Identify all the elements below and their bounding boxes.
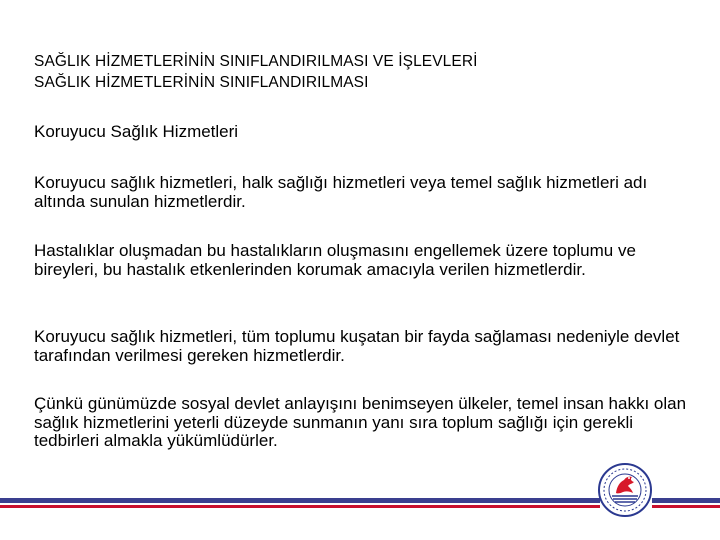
- paragraph-1: Koruyucu sağlık hizmetleri, halk sağlığı hizmetleri veya temel sağlık hizmetleri adı altında sunulan hizmetlerdir.: [34, 173, 648, 211]
- title-line-2: SAĞLIK HİZMETLERİNİN SINIFLANDIRILMASI: [34, 74, 369, 91]
- footer-rule-red: [0, 505, 600, 508]
- paragraph-3: Koruyucu sağlık hizmetleri, tüm toplumu kuşatan bir fayda sağlaması nedeniyle devlet tarafından verilmesi gereken hizmetlerdir.: [34, 327, 680, 365]
- paragraph-2: Hastalıklar oluşmadan bu hastalıkların oluşmasını engellemek üzere toplumu ve bireyleri, bu hastalık etkenlerinden korumak amacıyla verilen hizmetlerdir.: [34, 241, 636, 279]
- university-seal-icon: [596, 460, 654, 526]
- slide-title: [34, 51, 478, 93]
- title-line-1: SAĞLIK HİZMETLERİNİN SINIFLANDIRILMASI VE İŞLEVLERİ: [34, 53, 478, 70]
- paragraph-4: Çünkü günümüzde sosyal devlet anlayışını benimseyen ülkeler, temel insan hakkı olan sağlık hizmetlerini yeterli düzeyde sunmanın yanı sıra toplum sağlığı için gerekli tedbirleri almakla yükümlüdürler.: [34, 394, 687, 450]
- footer-rule-right-blue: [652, 498, 720, 503]
- section-heading: Koruyucu Sağlık Hizmetleri: [34, 122, 239, 141]
- footer-rule-right-red: [652, 505, 720, 508]
- footer-rule-blue: [0, 498, 600, 503]
